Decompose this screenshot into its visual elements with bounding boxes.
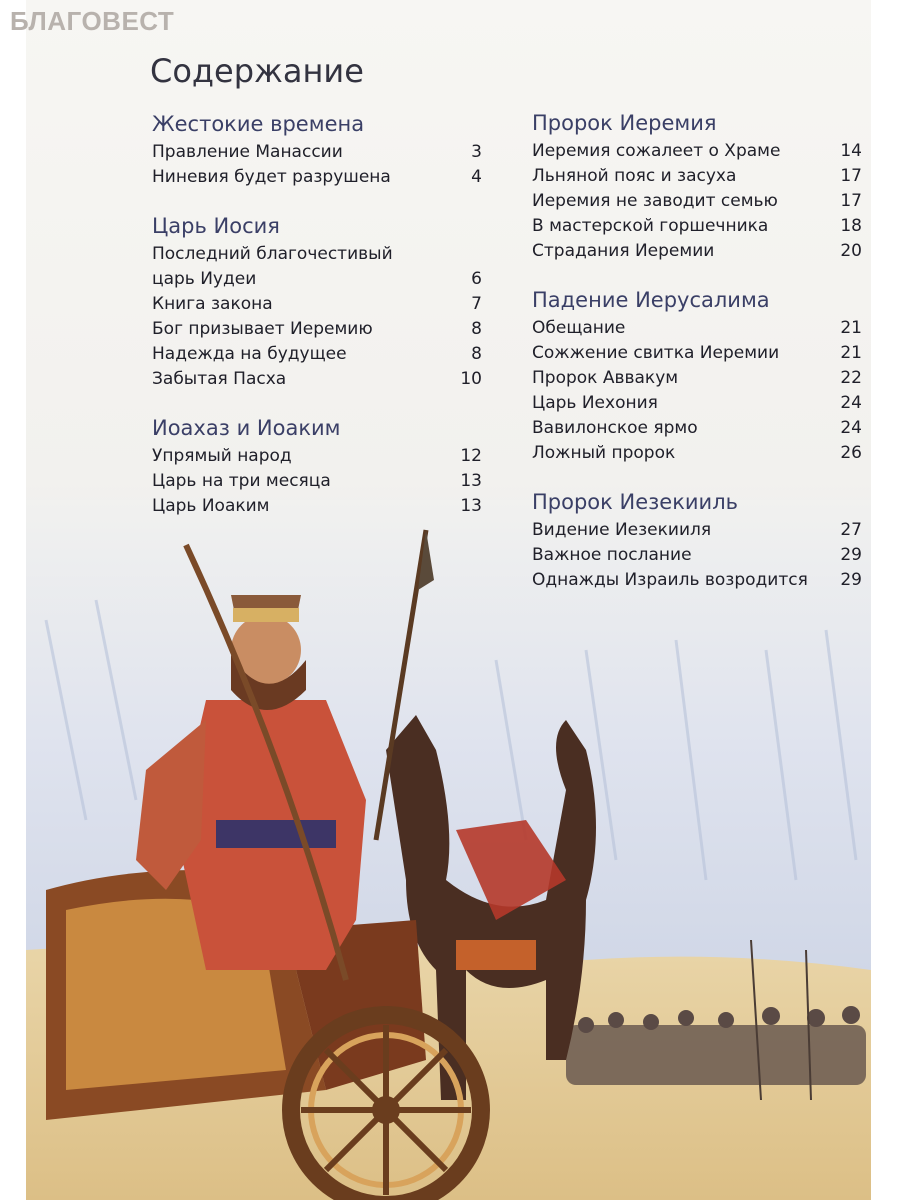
toc-entry (532, 239, 862, 264)
toc-entry (152, 444, 482, 469)
page-title: Содержание (150, 52, 364, 90)
section-title: Царь Иосия (152, 214, 280, 238)
entry-page-number: 17 (840, 191, 862, 211)
toc-section (152, 110, 482, 190)
entry-title: Упрямый народ (152, 446, 292, 466)
toc-entry (532, 366, 862, 391)
toc-entry (532, 441, 862, 466)
entry-title: Бог призывает Иеремию (152, 319, 373, 339)
entry-page-number: 24 (840, 393, 862, 413)
toc-entry (532, 214, 862, 239)
entry-page-number: 14 (840, 141, 862, 161)
entry-page-number: 8 (471, 319, 482, 339)
entry-title: Ложный пророк (532, 443, 676, 463)
book-page (26, 0, 871, 1200)
entry-title: Обещание (532, 318, 626, 338)
store-watermark: БЛАГОВЕСТ (10, 6, 175, 36)
toc-entry (152, 242, 482, 292)
entry-page-number: 20 (840, 241, 862, 261)
entry-page-number: 22 (840, 368, 862, 388)
entry-page-number: 27 (840, 520, 862, 540)
toc-entry (152, 367, 482, 392)
toc-section (152, 414, 482, 519)
entry-title: Важное послание (532, 545, 692, 565)
toc-section (152, 212, 482, 392)
toc-entry (532, 391, 862, 416)
entry-title: Иеремия не заводит семью (532, 191, 778, 211)
section-title: Иоахаз и Иоаким (152, 416, 341, 440)
entry-page-number: 29 (840, 570, 862, 590)
entry-page-number: 26 (840, 443, 862, 463)
entry-page-number: 13 (460, 471, 482, 491)
toc-entry (152, 342, 482, 367)
entry-title: Царь Иехония (532, 393, 658, 413)
toc-entry (532, 568, 862, 593)
toc-entry (152, 292, 482, 317)
entry-title: Сожжение свитка Иеремии (532, 343, 780, 363)
toc-entry (532, 139, 862, 164)
entry-title: Льняной пояс и засуха (532, 166, 737, 186)
entry-page-number: 17 (840, 166, 862, 186)
toc-entry (532, 543, 862, 568)
section-title: Пророк Иеремия (532, 111, 717, 135)
entry-title: Страдания Иеремии (532, 241, 715, 261)
entry-page-number: 7 (471, 294, 482, 314)
entry-title: Вавилонское ярмо (532, 418, 698, 438)
entry-page-number: 12 (460, 446, 482, 466)
section-title: Жестокие времена (152, 112, 365, 136)
entry-title: Правление Манассии (152, 142, 343, 162)
entry-page-number: 13 (460, 496, 482, 516)
toc-entry (532, 164, 862, 189)
entry-page-number: 8 (471, 344, 482, 364)
toc-entry (152, 140, 482, 165)
entry-page-number: 29 (840, 545, 862, 565)
entry-title: Ниневия будет разрушена (152, 167, 391, 187)
toc-entry (152, 469, 482, 494)
entry-title: Забытая Пасха (152, 369, 287, 389)
toc-entry (532, 341, 862, 366)
toc-section (532, 286, 862, 466)
toc-entry (532, 518, 862, 543)
toc-entry (532, 416, 862, 441)
entry-title: Иеремия сожалеет о Храме (532, 141, 781, 161)
entry-title: Пророк Аввакум (532, 368, 679, 388)
entry-title: В мастерской горшечника (532, 216, 769, 236)
toc-section (532, 488, 862, 593)
entry-page-number: 6 (471, 269, 482, 289)
entry-title: Книга закона (152, 294, 273, 314)
section-title: Пророк Иезекииль (532, 490, 739, 514)
entry-page-number: 21 (840, 343, 862, 363)
toc-entry (152, 165, 482, 190)
entry-page-number: 4 (471, 167, 482, 187)
entry-title: Царь Иоаким (152, 496, 270, 516)
section-title: Падение Иерусалима (532, 288, 770, 312)
entry-page-number: 24 (840, 418, 862, 438)
entry-title: Надежда на будущее (152, 344, 347, 364)
entry-page-number: 3 (471, 142, 482, 162)
entry-page-number: 18 (840, 216, 862, 236)
toc-entry (152, 317, 482, 342)
entry-title: Последний благочестивый царь Иудеи (152, 244, 393, 289)
toc-column-left (152, 110, 482, 541)
entry-page-number: 10 (460, 369, 482, 389)
entry-title: Царь на три месяца (152, 471, 331, 491)
toc-entry (532, 316, 862, 341)
toc-entry (532, 189, 862, 214)
toc-section (532, 109, 862, 264)
toc-entry (152, 494, 482, 519)
entry-title: Однажды Израиль возродится (532, 570, 808, 590)
entry-page-number: 21 (840, 318, 862, 338)
toc-column-right (532, 109, 862, 615)
entry-title: Видение Иезекииля (532, 520, 712, 540)
